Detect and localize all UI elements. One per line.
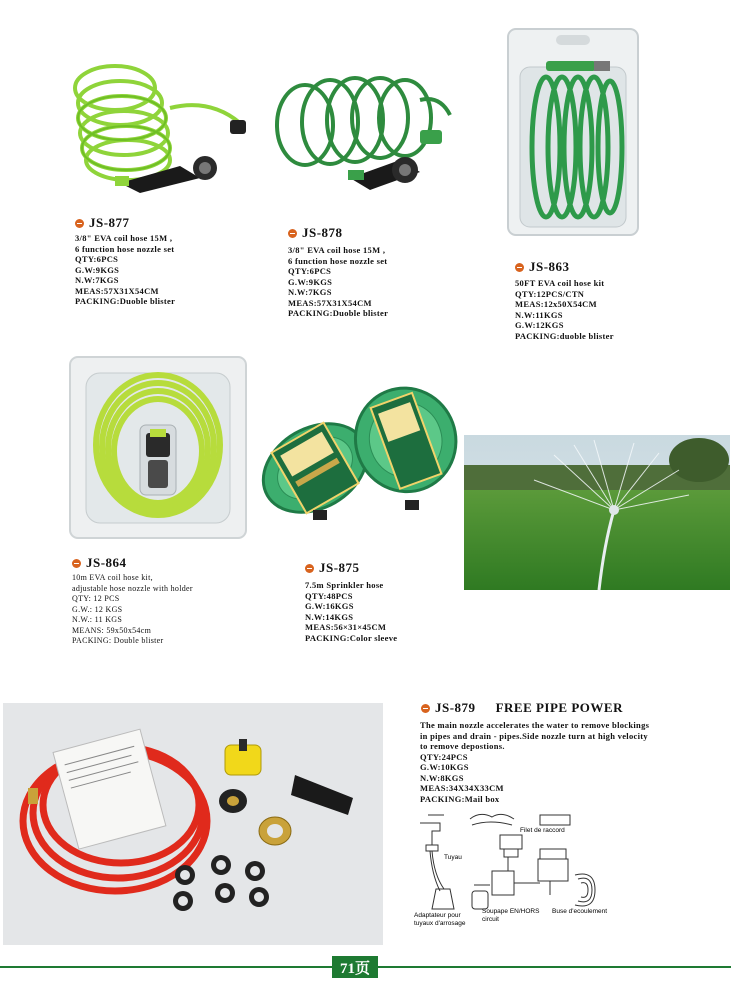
js875-code: JS-875 xyxy=(319,560,360,575)
js863-photo xyxy=(506,27,640,237)
spec-line: MEAS:57X31X54CM xyxy=(288,297,372,308)
spec-line: PACKING:Color sleeve xyxy=(305,632,398,643)
js879-code: JS-879 xyxy=(435,700,476,715)
diagram-label-tuyau: Tuyau xyxy=(444,854,462,861)
js879-name: FREE PIPE POWER xyxy=(495,700,623,715)
js877-photo xyxy=(60,48,255,198)
spec-line: QTY:24PCS xyxy=(420,751,468,762)
js864-specs xyxy=(72,573,193,647)
page-number-text: 71页 xyxy=(339,960,370,977)
spec-line: PACKING:duoble blister xyxy=(515,330,614,341)
spec-line: 3/8" EVA coil hose 15M , xyxy=(288,245,386,255)
diagram-label-filet: Filet de raccord xyxy=(520,827,565,834)
js878-specs xyxy=(288,245,388,319)
js863-title xyxy=(515,259,570,275)
spec-line: QTY:6PCS xyxy=(288,266,332,276)
js875-specs xyxy=(305,580,397,643)
spec-line: 6 function hose nozzle set xyxy=(288,255,388,266)
spec-line: N.W:7KGS xyxy=(75,275,119,285)
js864-code: JS-864 xyxy=(86,555,127,570)
spec-line: MEANS: 59x50x54cm xyxy=(72,625,152,635)
spec-line: 50FT EVA coil hose kit xyxy=(515,278,605,288)
spec-line: N.W:11KGS xyxy=(515,309,563,320)
js878-title xyxy=(288,225,343,241)
spec-line: G.W:9KGS xyxy=(288,276,333,287)
spec-line: N.W:7KGS xyxy=(288,287,332,297)
spec-line: N.W.: 11 KGS xyxy=(72,615,123,624)
diagram-label-soupape-1: Soupape EN/HORS xyxy=(482,908,540,915)
js875-title xyxy=(305,560,360,576)
spec-line: G.W:9KGS xyxy=(75,264,120,275)
js863-code: JS-863 xyxy=(529,259,570,274)
bullet-icon xyxy=(421,704,430,713)
spec-line: N.W:14KGS xyxy=(305,611,354,622)
diagram-label-adaptateur-1: Adaptateur pour xyxy=(414,912,461,919)
desc-line: The main nozzle accelerates the water to remove blockings xyxy=(420,720,650,730)
spec-line: QTY:6PCS xyxy=(75,254,119,264)
spec-line: PACKING: Double blister xyxy=(72,636,164,645)
js878-photo xyxy=(260,60,465,200)
bullet-icon xyxy=(75,219,84,228)
js878-code: JS-878 xyxy=(302,225,343,240)
js879-title xyxy=(421,700,623,716)
diagram-drawing xyxy=(410,805,620,930)
bullet-icon xyxy=(515,263,524,272)
bullet-icon xyxy=(288,229,297,238)
spec-line: G.W:16KGS xyxy=(305,601,354,611)
spec-line: MEAS:57X31X54CM xyxy=(75,285,159,296)
js875-photo xyxy=(255,378,460,528)
diagram-label-buse: Buse d'ecoulement xyxy=(552,908,608,915)
js863-specs xyxy=(515,278,614,341)
js879-description xyxy=(420,720,649,804)
spec-line: PACKING:Duoble blister xyxy=(75,296,176,306)
js864-photo xyxy=(68,355,248,540)
desc-line: to remove depostions. xyxy=(420,741,505,751)
diagram-label-adaptateur-2: tuyaux d'arrosage xyxy=(414,920,466,927)
spec-line: 10m EVA coil hose kit, xyxy=(72,573,153,582)
diagram-label-soupape-2: circuit xyxy=(482,916,499,923)
js877-title xyxy=(75,215,130,231)
js879-diagram xyxy=(410,805,620,930)
spec-line: 6 function hose nozzle set xyxy=(75,243,175,254)
spec-line: MEAS:56×31×45CM xyxy=(305,622,387,632)
js877-specs xyxy=(75,233,175,307)
lawn-sprinkler-photo xyxy=(464,435,730,590)
bullet-icon xyxy=(305,564,314,573)
spec-line: QTY:48PCS xyxy=(305,590,353,601)
spec-line: 3/8" EVA coil hose 15M , xyxy=(75,233,173,243)
desc-line: in pipes and drain - pipes.Side nozzle turn at high velocity xyxy=(420,730,648,741)
spec-line: QTY:12PCS/CTN xyxy=(515,288,585,299)
spec-line: G.W:10KGS xyxy=(420,762,469,772)
js864-title xyxy=(72,555,127,571)
spec-line: G.W.: 12 KGS xyxy=(72,604,123,614)
bullet-icon xyxy=(72,559,81,568)
spec-line: N.W:8KGS xyxy=(420,772,464,783)
spec-line: PACKING:Mail box xyxy=(420,793,500,804)
spec-line: adjustable hose nozzle with holder xyxy=(72,583,193,593)
spec-line: 7.5m Sprinkler hose xyxy=(305,580,384,590)
spec-line: PACKING:Duoble blister xyxy=(288,308,389,318)
js877-code: JS-877 xyxy=(89,215,130,230)
spec-line: QTY: 12 PCS xyxy=(72,594,120,603)
js879-photo xyxy=(3,703,383,945)
spec-line: MEAS:12x50X54CM xyxy=(515,299,597,309)
spec-line: MEAS:34X34X33CM xyxy=(420,783,504,793)
spec-line: G.W:12KGS xyxy=(515,320,564,330)
page-number xyxy=(332,956,378,978)
